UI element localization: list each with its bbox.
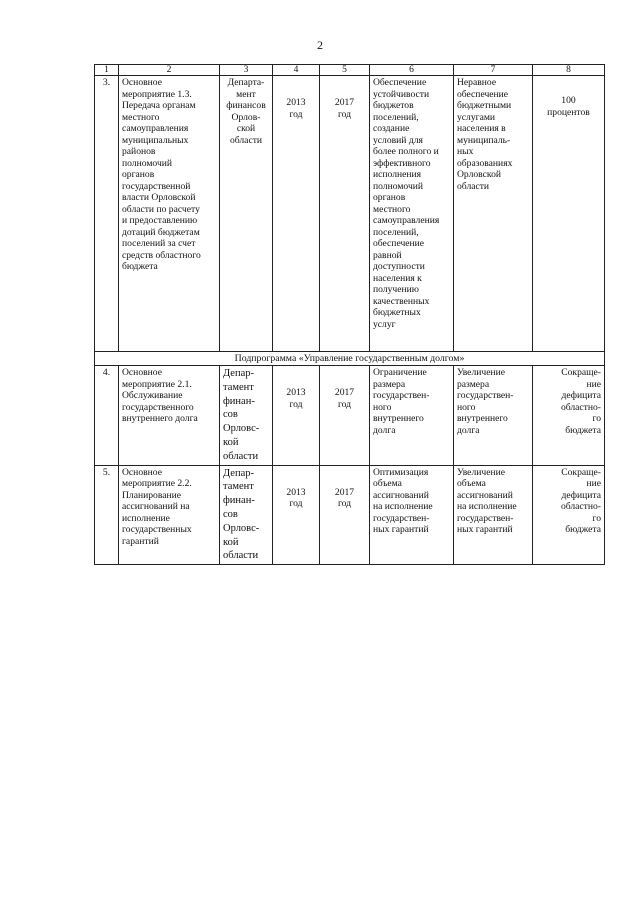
column-number: 4 bbox=[273, 65, 320, 76]
end-year-cell: 2017 год bbox=[320, 76, 370, 352]
result-cell: Оптимизация объема ассигнований на исполнение государствен- ных гарантий bbox=[370, 465, 454, 565]
row-number: 4. bbox=[95, 366, 119, 466]
indicator-cell: 100 процентов bbox=[533, 76, 605, 352]
table-row bbox=[95, 76, 605, 352]
consequence-cell: Увеличение объема ассигнований на исполнение государствен- ных гарантий bbox=[454, 465, 533, 565]
subprogram-title: Подпрограмма «Управление государственным долгом» bbox=[95, 352, 605, 366]
start-year-cell: 2013 год bbox=[273, 76, 320, 352]
column-number: 8 bbox=[533, 65, 605, 76]
end-year-cell: 2017 год bbox=[320, 465, 370, 565]
column-number: 6 bbox=[370, 65, 454, 76]
column-number: 2 bbox=[119, 65, 220, 76]
column-number: 5 bbox=[320, 65, 370, 76]
consequence-cell: Неравное обеспечение бюджетными услугами населения в муниципаль- ных образованиях Орловской области bbox=[454, 76, 533, 352]
measure-cell: Основное мероприятие 2.2. Планирование ассигнований на исполнение государственных гарантий bbox=[119, 465, 220, 565]
measure-cell: Основное мероприятие 1.3. Передача органам местного самоуправления муниципальных районов полномочий органов государственной власти Орловской области по расчету и предоставлению дотаций бюджетам поселений за счет средств областного бюджета bbox=[119, 76, 220, 352]
end-year-cell: 2017 год bbox=[320, 366, 370, 466]
row-number: 3. bbox=[95, 76, 119, 352]
column-number: 7 bbox=[454, 65, 533, 76]
start-year-cell: 2013 год bbox=[273, 366, 320, 466]
column-number-row bbox=[95, 65, 605, 76]
executor-cell: Депар- тамент финан- сов Орловс- кой области bbox=[220, 366, 273, 466]
table-row bbox=[95, 465, 605, 565]
subprogram-row bbox=[95, 352, 605, 366]
column-number: 3 bbox=[220, 65, 273, 76]
consequence-cell: Увеличение размера государствен- ного внутреннего долга bbox=[454, 366, 533, 466]
page-number: 2 bbox=[317, 38, 323, 52]
executor-cell: Департа- мент финансов Орлов- ской области bbox=[220, 76, 273, 352]
table-row bbox=[95, 366, 605, 466]
column-number: 1 bbox=[95, 65, 119, 76]
indicator-cell: Сокраще- ние дефицита областно- го бюджета bbox=[533, 465, 605, 565]
executor-cell: Депар- тамент финан- сов Орловс- кой области bbox=[220, 465, 273, 565]
indicator-cell: Сокраще- ние дефицита областно- го бюджета bbox=[533, 366, 605, 466]
result-cell: Обеспечение устойчивости бюджетов поселений, создание условий для более полного и эффективного исполнения полномочий органов местного самоуправления поселений, обеспечение равной доступности населения к получению качественных бюджетных услуг bbox=[370, 76, 454, 352]
measure-cell: Основное мероприятие 2.1. Обслуживание государственного внутреннего долга bbox=[119, 366, 220, 466]
result-cell: Ограничение размера государствен- ного внутреннего долга bbox=[370, 366, 454, 466]
start-year-cell: 2013 год bbox=[273, 465, 320, 565]
row-number: 5. bbox=[95, 465, 119, 565]
measures-table bbox=[94, 64, 605, 565]
